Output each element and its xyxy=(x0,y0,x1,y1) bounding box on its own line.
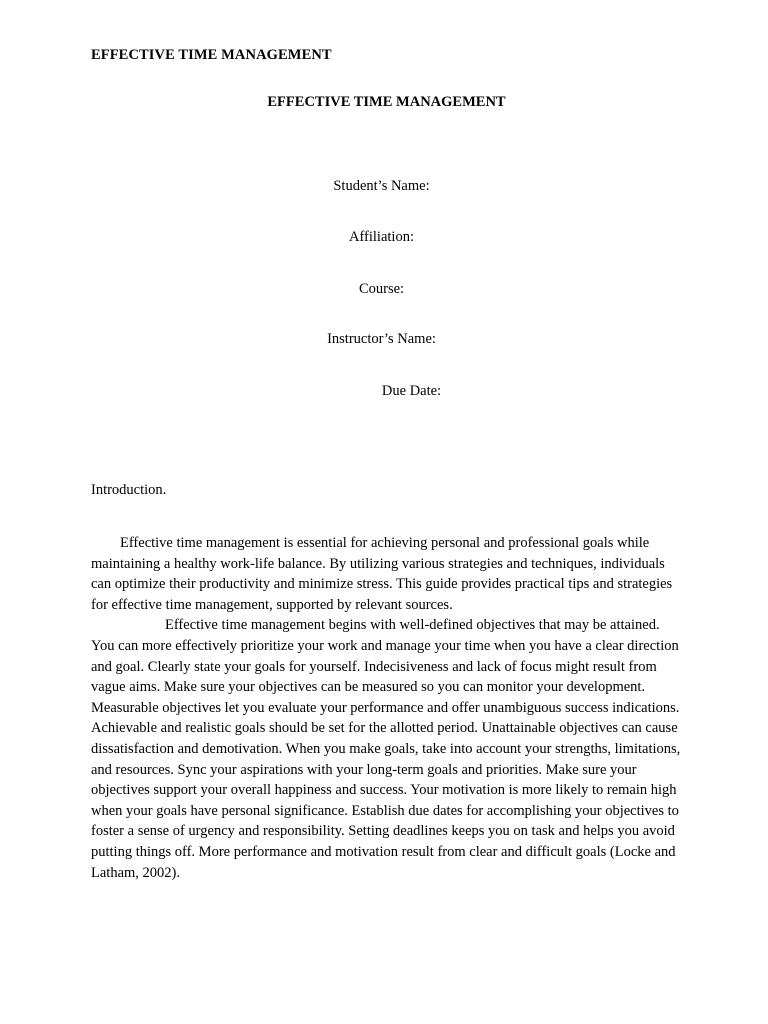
course-line: Course: xyxy=(358,281,405,297)
instructor-name-line: Instructor’s Name: xyxy=(327,331,436,347)
body-text xyxy=(91,533,681,883)
paragraph-2: Effective time management begins with well-defined objectives that may be attained. You can more effectively prioritize your work and manage your time when you have a clear direction and goal. Clearly state your goals for yourself. Indecisiveness and lack of focus might result from vague aims. Make sure your objectives can be measured so you can monitor your development. Measurable objectives let you evaluate your performance and offer unambiguous success indications. Achievable and realistic goals should be set for the allotted period. Unattainable objectives can cause dissatisfaction and demotivation. When you make goals, take into account your strengths, limitations, and resources. Sync your aspirations with your long-term goals and priorities. Make sure your objectives support your overall happiness and success. Your motivation is more likely to remain high when your goals have personal significance. Establish due dates for accomplishing your objectives to foster a sense of urgency and responsibility. Setting deadlines keeps you on task and helps you avoid putting things off. More performance and motivation result from clear and difficult goals (Locke and Latham, 2002). xyxy=(91,617,681,881)
affiliation-line: Affiliation: xyxy=(349,229,414,245)
student-name-line: Student’s Name: xyxy=(333,178,430,194)
due-date-line: Due Date: xyxy=(381,383,442,399)
section-heading-introduction: Introduction. xyxy=(91,482,167,498)
page-title: EFFECTIVE TIME MANAGEMENT xyxy=(267,94,506,110)
running-head: EFFECTIVE TIME MANAGEMENT xyxy=(91,47,332,63)
paragraph-1: Effective time management is essential for achieving personal and professional goals while maintaining a healthy work-life balance. By utilizing various strategies and techniques, individuals can optimize their productivity and minimize stress. This guide provides practical tips and strategies for effective time management, supported by relevant sources. xyxy=(91,535,673,613)
